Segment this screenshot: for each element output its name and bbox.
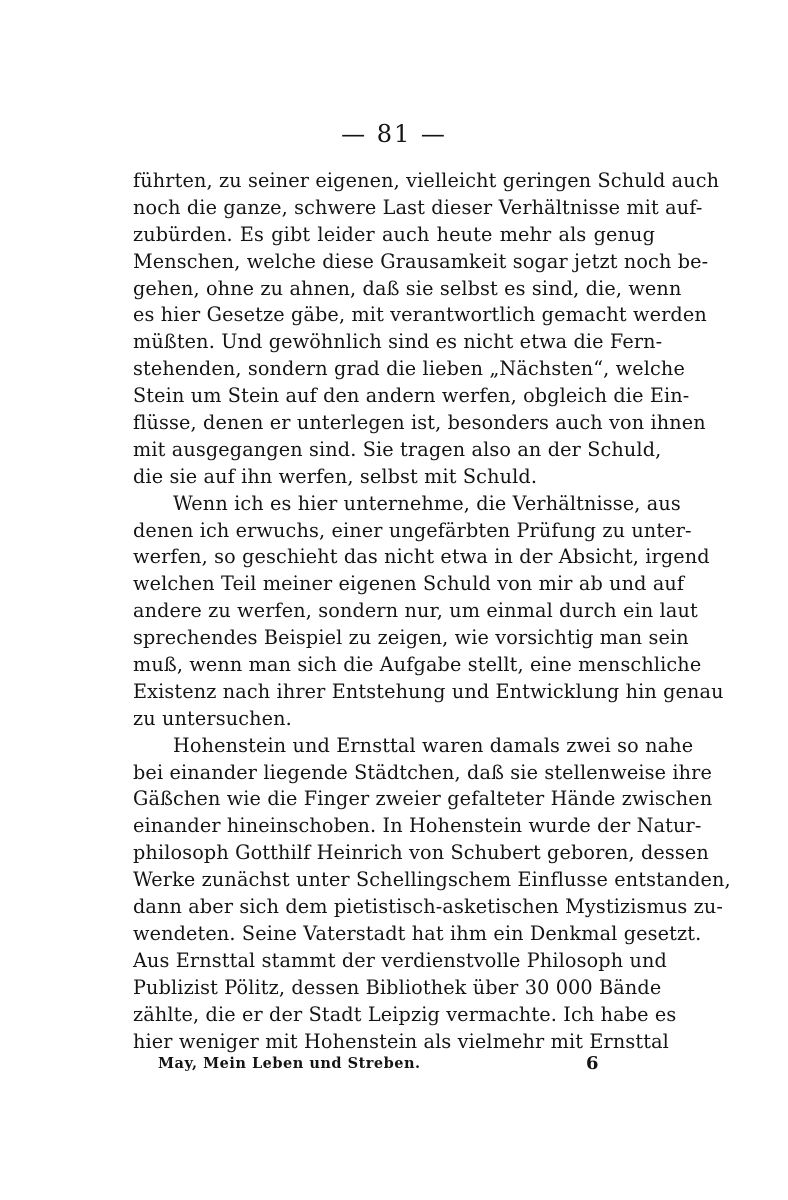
signature-mark: 6 (586, 1053, 599, 1074)
text-line: noch die ganze, schwere Last dieser Verhältnisse mit auf- (133, 195, 703, 219)
text-line: Stein um Stein auf den andern werfen, obgleich die Ein- (133, 384, 690, 408)
text-line: zählte, die er der Stadt Leipzig vermachte. Ich habe es (133, 1002, 677, 1026)
text-line: Wenn ich es hier unternehme, die Verhältnisse, aus (173, 491, 681, 515)
page-number: — 81 — (341, 120, 447, 148)
text-line: wendeten. Seine Vaterstadt hat ihm ein Denkmal gesetzt. (133, 921, 702, 945)
text-line: zubürden. Es gibt leider auch heute mehr als genug (133, 222, 655, 246)
text-line: die sie auf ihn werfen, selbst mit Schuld. (133, 464, 538, 488)
text-line: müßten. Und gewöhnlich sind es nicht etwa die Fern- (133, 330, 663, 354)
text-line: Werke zunächst unter Schellingschem Einflusse entstanden, (133, 868, 731, 892)
text-line: dann aber sich dem pietistisch-asketischen Mystizismus zu- (133, 895, 724, 919)
text-line: Existenz nach ihrer Entstehung und Entwicklung hin genau (133, 679, 724, 703)
text-line: mit ausgegangen sind. Sie tragen also an der Schuld, (133, 437, 662, 461)
text-line: muß, wenn man sich die Aufgabe stellt, eine menschliche (133, 653, 702, 677)
text-line: philosoph Gotthilf Heinrich von Schubert geboren, dessen (133, 841, 709, 865)
text-line: andere zu werfen, sondern nur, um einmal durch ein laut (133, 599, 698, 623)
signature-line: May, Mein Leben und Streben. (158, 1055, 421, 1072)
text-line: flüsse, denen er unterlegen ist, besonders auch von ihnen (133, 411, 706, 435)
text-line: gehen, ohne zu ahnen, daß sie selbst es sind, die, wenn (133, 276, 682, 300)
text-line: denen ich erwuchs, einer ungefärbten Prüfung zu unter- (133, 518, 692, 542)
text-line: es hier Gesetze gäbe, mit verantwortlich gemacht werden (133, 303, 707, 327)
text-line: werfen, so geschieht das nicht etwa in der Absicht, irgend (133, 545, 710, 569)
text-line: Gäßchen wie die Finger zweier gefalteter Hände zwischen (133, 787, 713, 811)
text-line: Aus Ernsttal stammt der verdienstvolle Philosoph und (133, 948, 667, 972)
text-line: Hohenstein und Ernsttal waren damals zwei so nahe (173, 733, 694, 757)
body-text (133, 168, 731, 1055)
text-line: Publizist Pölitz, dessen Bibliothek über 30 000 Bände (133, 975, 662, 999)
text-line: einander hineinschoben. In Hohenstein wurde der Natur- (133, 814, 702, 838)
text-line: stehenden, sondern grad die lieben „Nächsten“, welche (133, 357, 685, 381)
text-line: sprechendes Beispiel zu zeigen, wie vorsichtig man sein (133, 626, 689, 650)
text-line: Menschen, welche diese Grausamkeit sogar jetzt noch be- (133, 249, 709, 273)
text-line: führten, zu seiner eigenen, vielleicht geringen Schuld auch (133, 169, 720, 192)
text-line: zu untersuchen. (133, 706, 292, 730)
text-line: bei einander liegende Städtchen, daß sie stellenweise ihre (133, 760, 713, 784)
text-line: welchen Teil meiner eigenen Schuld von mir ab und auf (133, 572, 685, 596)
text-line: hier weniger mit Hohenstein als vielmehr mit Ernsttal (133, 1029, 669, 1053)
